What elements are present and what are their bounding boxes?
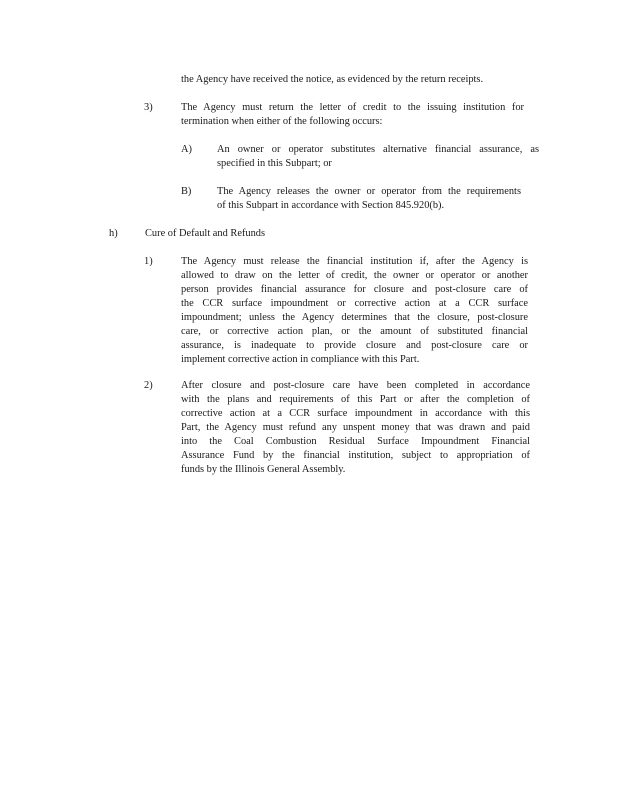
item-h1-line: allowed to draw on the letter of credit, the owner or operator or another bbox=[181, 270, 528, 281]
section-h-label: h) bbox=[109, 228, 118, 239]
item-3b-text bbox=[217, 185, 521, 213]
item-h2-text bbox=[181, 379, 530, 477]
item-3a-line: specified in this Subpart; or bbox=[217, 158, 332, 169]
item-3b-line: The Agency releases the owner or operator from the requirements bbox=[217, 186, 521, 197]
item-h1-line: The Agency must release the financial institution if, after the Agency is bbox=[181, 256, 528, 267]
item-3-text bbox=[181, 101, 524, 129]
item-h1-line: impoundment; unless the Agency determines that the closure, post-closure bbox=[181, 312, 528, 323]
item-h2-label: 2) bbox=[144, 380, 153, 391]
item-h1-line: assurance, is inadequate to provide closure and post-closure care or bbox=[181, 340, 528, 351]
item-h2-line: Assurance Fund by the financial institution, subject to appropriation of bbox=[181, 450, 530, 461]
item-h2-line: corrective action at a CCR surface impoundment in accordance with this bbox=[181, 408, 530, 419]
item-h1-text bbox=[181, 255, 528, 367]
item-3-label: 3) bbox=[144, 102, 153, 113]
item-h1-line: care, or corrective action plan, or the amount of substituted financial bbox=[181, 326, 528, 337]
continuation-line: the Agency have received the notice, as evidenced by the return receipts. bbox=[181, 74, 484, 85]
item-3a-line: An owner or operator substitutes alternative financial assurance, as bbox=[217, 144, 539, 155]
item-h1-line: the CCR surface impoundment or corrective action at a CCR surface bbox=[181, 298, 528, 309]
item-h1-line: person provides financial assurance for closure and post-closure care of bbox=[181, 284, 528, 295]
item-h2-line: Part, the Agency must refund any unspent money that was drawn and paid bbox=[181, 422, 530, 433]
item-3b-label: B) bbox=[181, 186, 192, 197]
item-h2-line: After closure and post-closure care have been completed in accordance bbox=[181, 380, 530, 391]
item-3-line: The Agency must return the letter of credit to the issuing institution for bbox=[181, 102, 524, 113]
item-h2-line: with the plans and requirements of this Part or after the completion of bbox=[181, 394, 530, 405]
item-h2-line: into the Coal Combustion Residual Surface Impoundment Financial bbox=[181, 436, 530, 447]
item-h1-label: 1) bbox=[144, 256, 153, 267]
item-3a-label: A) bbox=[181, 144, 192, 155]
item-h1-line: implement corrective action in compliance with this Part. bbox=[181, 354, 420, 365]
item-h2-line: funds by the Illinois General Assembly. bbox=[181, 464, 346, 475]
section-h-heading: Cure of Default and Refunds bbox=[145, 228, 266, 239]
item-3b-line: of this Subpart in accordance with Section 845.920(b). bbox=[217, 200, 445, 211]
item-3a-text bbox=[217, 143, 539, 171]
item-3-line: termination when either of the following occurs: bbox=[181, 116, 383, 127]
